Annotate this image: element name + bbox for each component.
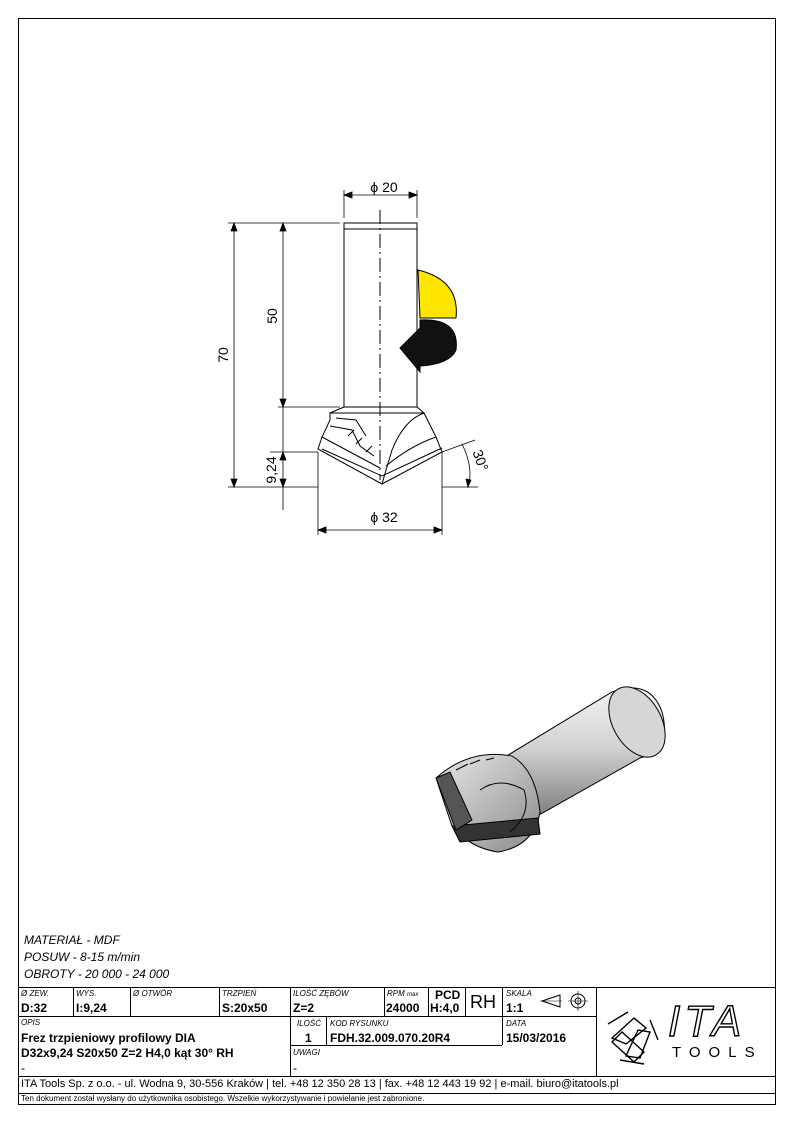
- code-value: FDH.32.009.070.20R4: [330, 1031, 451, 1045]
- rotation-arrow-icon: [400, 270, 456, 372]
- code-label: KOD RYSUNKU: [330, 1019, 389, 1028]
- shank-label: TRZPIEŃ: [222, 989, 257, 998]
- scale-value: 1:1: [506, 1001, 524, 1015]
- ita-logo-icon: [608, 1012, 658, 1064]
- rpm-value: 24000: [386, 1001, 420, 1015]
- remarks-label: UWAGI: [293, 1048, 320, 1057]
- teeth-value: Z=2: [293, 1001, 315, 1015]
- h-value: I:9,24: [76, 1001, 107, 1015]
- notes: [24, 932, 169, 983]
- logo-sub: TOOLS: [672, 1044, 763, 1061]
- qty-label: ILOŚĆ: [297, 1019, 322, 1028]
- desc-line1: Frez trzpieniowy profilowy DIA: [21, 1031, 196, 1045]
- dim-cut-height: 9,24: [263, 456, 279, 484]
- projection-symbol-icon: [540, 991, 594, 1011]
- note-rpm: OBROTY - 20 000 - 24 000: [24, 967, 170, 981]
- desc-line2: D32x9,24 S20x50 Z=2 H4,0 kąt 30° RH: [21, 1046, 234, 1060]
- qty-value: 1: [305, 1031, 312, 1045]
- dim-angle: 30°: [469, 447, 492, 473]
- dim-total-length: 70: [215, 347, 231, 363]
- bore-label: Ø OTWÓR: [133, 989, 173, 998]
- isometric-view: [436, 677, 677, 852]
- desc-label: OPIS: [21, 1018, 41, 1027]
- footer-disclaimer: Ten dokument został wysłany do użytkownika osobistego. Wszelkie wykorzystywanie i powielanie jest zabronione.: [21, 1094, 425, 1103]
- date-label: DATA: [506, 1019, 527, 1028]
- shank-value: S:20x50: [222, 1001, 268, 1015]
- h-label: WYS.: [76, 989, 97, 998]
- rpm-label: RPM max: [387, 989, 419, 998]
- scale-label: SKALA: [506, 989, 532, 998]
- dim-shank-diameter: ϕ 20: [370, 179, 398, 195]
- footer-company: ITA Tools Sp. z o.o. - ul. Wodna 9, 30-556 Kraków | tel. +48 12 350 28 13 | fax. +48 12 443 19 92 | e-mail. biuro@itatools.pl: [21, 1078, 619, 1090]
- teeth-label: ILOŚĆ ZĘBÓW: [293, 989, 349, 998]
- logo-main: ITA: [668, 997, 746, 1046]
- rotation-direction: RH: [470, 992, 496, 1012]
- d-value: D:32: [21, 1001, 48, 1015]
- dim-shank-length: 50: [264, 308, 280, 324]
- note-material: MATERIAŁ - MDF: [24, 933, 120, 947]
- dim-cutter-diameter: ϕ 32: [370, 509, 398, 525]
- remarks-value: -: [293, 1061, 297, 1075]
- note-feed: POSUW - 8-15 m/min: [24, 950, 141, 964]
- desc-line3: -: [21, 1061, 25, 1075]
- pcd-value: H:4,0: [430, 1001, 460, 1015]
- pcd-label: PCD: [435, 988, 461, 1002]
- d-label: Ø ZEW.: [21, 989, 50, 998]
- date-value: 15/03/2016: [506, 1031, 567, 1045]
